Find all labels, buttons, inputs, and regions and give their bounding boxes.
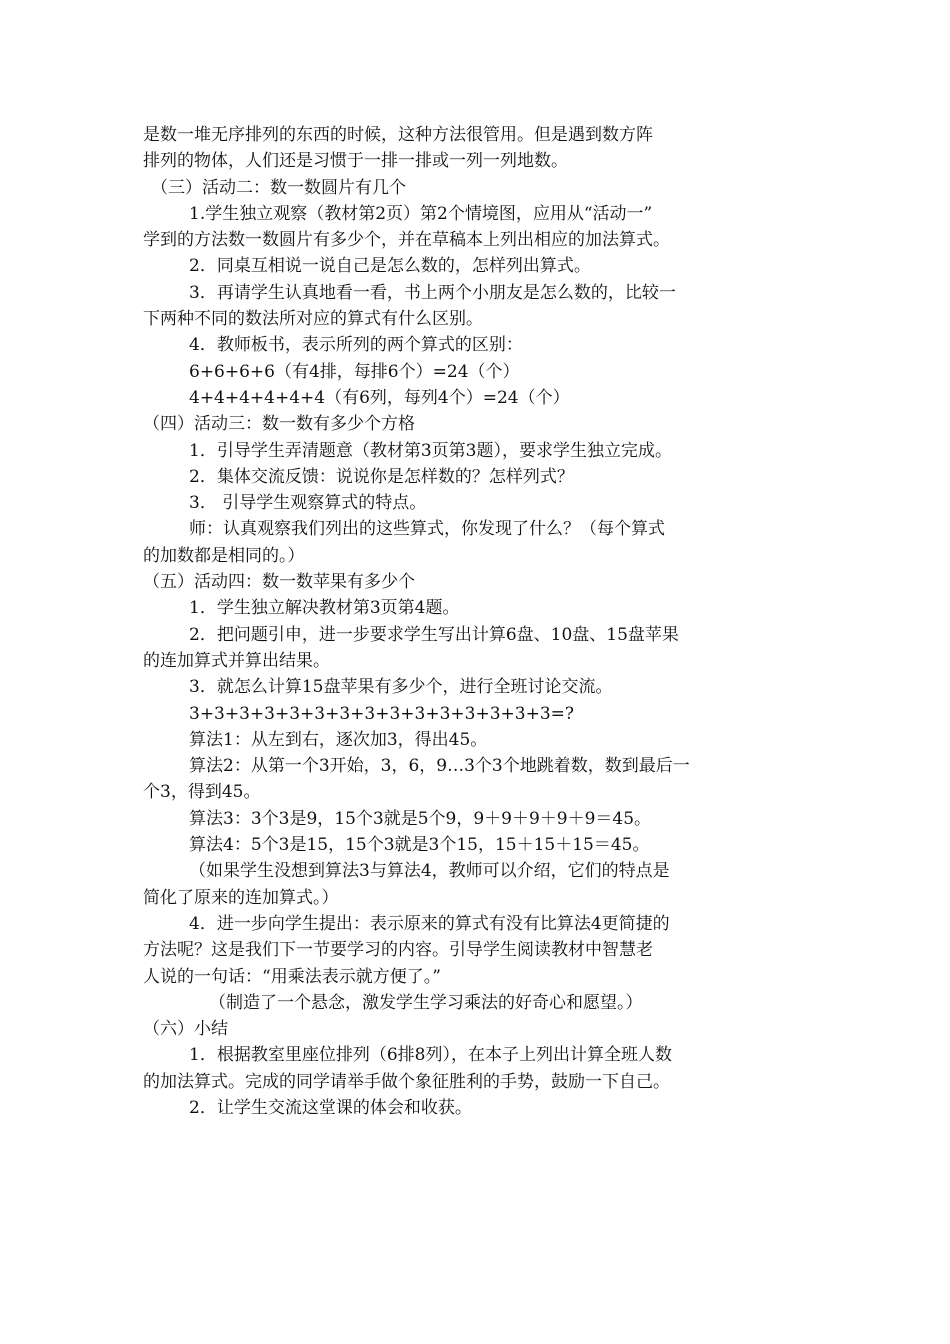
text-line: （制造了一个悬念，激发学生学习乘法的好奇心和愿望。） <box>209 992 643 1013</box>
text-line: 3． 引导学生观察算式的特点。 <box>189 493 427 514</box>
text-line: 个3，得到45。 <box>143 782 261 803</box>
text-line: 2．集体交流反馈：说说你是怎样数的？怎样列式？ <box>189 466 574 487</box>
text-line: 方法呢？这是我们下一节要学习的内容。引导学生阅读教材中智慧老 <box>143 940 653 961</box>
text-line: 的加数都是相同的。） <box>143 545 305 566</box>
text-line: 算法1：从左到右，逐次加3，得出45。 <box>189 729 488 750</box>
text-line: 4．教师板书，表示所列的两个算式的区别： <box>189 335 523 356</box>
text-line: （如果学生没想到算法3与算法4，教师可以介绍，它们的特点是 <box>189 861 670 882</box>
text-line: 是数一堆无序排列的东西的时候，这种方法很管用。但是遇到数方阵 <box>143 125 653 145</box>
text-line: 的加法算式。完成的同学请举手做个象征胜利的手势，鼓励一下自己。 <box>143 1071 670 1092</box>
text-line: 4．进一步向学生提出：表示原来的算式有没有比算法4更简捷的 <box>189 913 670 934</box>
text-line: 3．再请学生认真地看一看，书上两个小朋友是怎么数的，比较一 <box>189 282 676 303</box>
text-line: 排列的物体，人们还是习惯于一排一排或一列一列地数。 <box>143 151 568 172</box>
text-line: 2．同桌互相说一说自己是怎么数的，怎样列出算式。 <box>189 256 591 277</box>
text-line: 下两种不同的数法所对应的算式有什么区别。 <box>143 309 483 330</box>
text-line: 3+3+3+3+3+3+3+3+3+3+3+3+3+3+3=? <box>189 703 575 724</box>
text-line: 简化了原来的连加算式。） <box>143 887 339 908</box>
text-line: 学到的方法数一数圆片有多少个，并在草稿本上列出相应的加法算式。 <box>143 230 670 251</box>
text-line: 算法4：5个3是15，15个3就是3个15，15＋15＋15＝45。 <box>189 835 650 856</box>
text-line: 算法2：从第一个3开始，3，6，9…3个3个地跳着数，数到最后一 <box>189 756 690 777</box>
text-line: 师：认真观察我们列出的这些算式，你发现了什么？（每个算式 <box>189 519 665 540</box>
text-line: （六）小结 <box>143 1019 228 1040</box>
text-line: 1．学生独立解决教材第3页第4题。 <box>189 598 460 619</box>
text-line: （三）活动二：数一数圆片有几个 <box>151 177 406 198</box>
text-line: 2．把问题引申，进一步要求学生写出计算6盘、10盘、15盘苹果 <box>189 624 679 645</box>
text-line: 人说的一句话：“用乘法表示就方便了。” <box>143 966 441 987</box>
text-line: 的连加算式并算出结果。 <box>143 650 330 671</box>
text-line: 1．引导学生弄清题意（教材第3页第3题），要求学生独立完成。 <box>189 440 672 461</box>
document-body <box>143 122 833 1121</box>
text-line: 4+4+4+4+4+4（有6列，每列4个）=24（个） <box>189 387 570 408</box>
text-line: 1．根据教室里座位排列（6排8列），在本子上列出计算全班人数 <box>189 1045 672 1066</box>
text-line: 1.学生独立观察（教材第2页）第2个情境图，应用从“活动一” <box>189 203 653 224</box>
text-line: （五）活动四：数一数苹果有多少个 <box>143 572 415 593</box>
text-line: 3．就怎么计算15盘苹果有多少个，进行全班讨论交流。 <box>189 677 613 698</box>
text-line: 算法3：3个3是9，15个3就是5个9，9＋9＋9＋9＋9＝45。 <box>189 808 652 829</box>
text-line: 6+6+6+6（有4排，每排6个）=24（个） <box>189 361 520 382</box>
text-line: 2．让学生交流这堂课的体会和收获。 <box>189 1097 472 1118</box>
text-line: （四）活动三：数一数有多少个方格 <box>143 414 415 435</box>
